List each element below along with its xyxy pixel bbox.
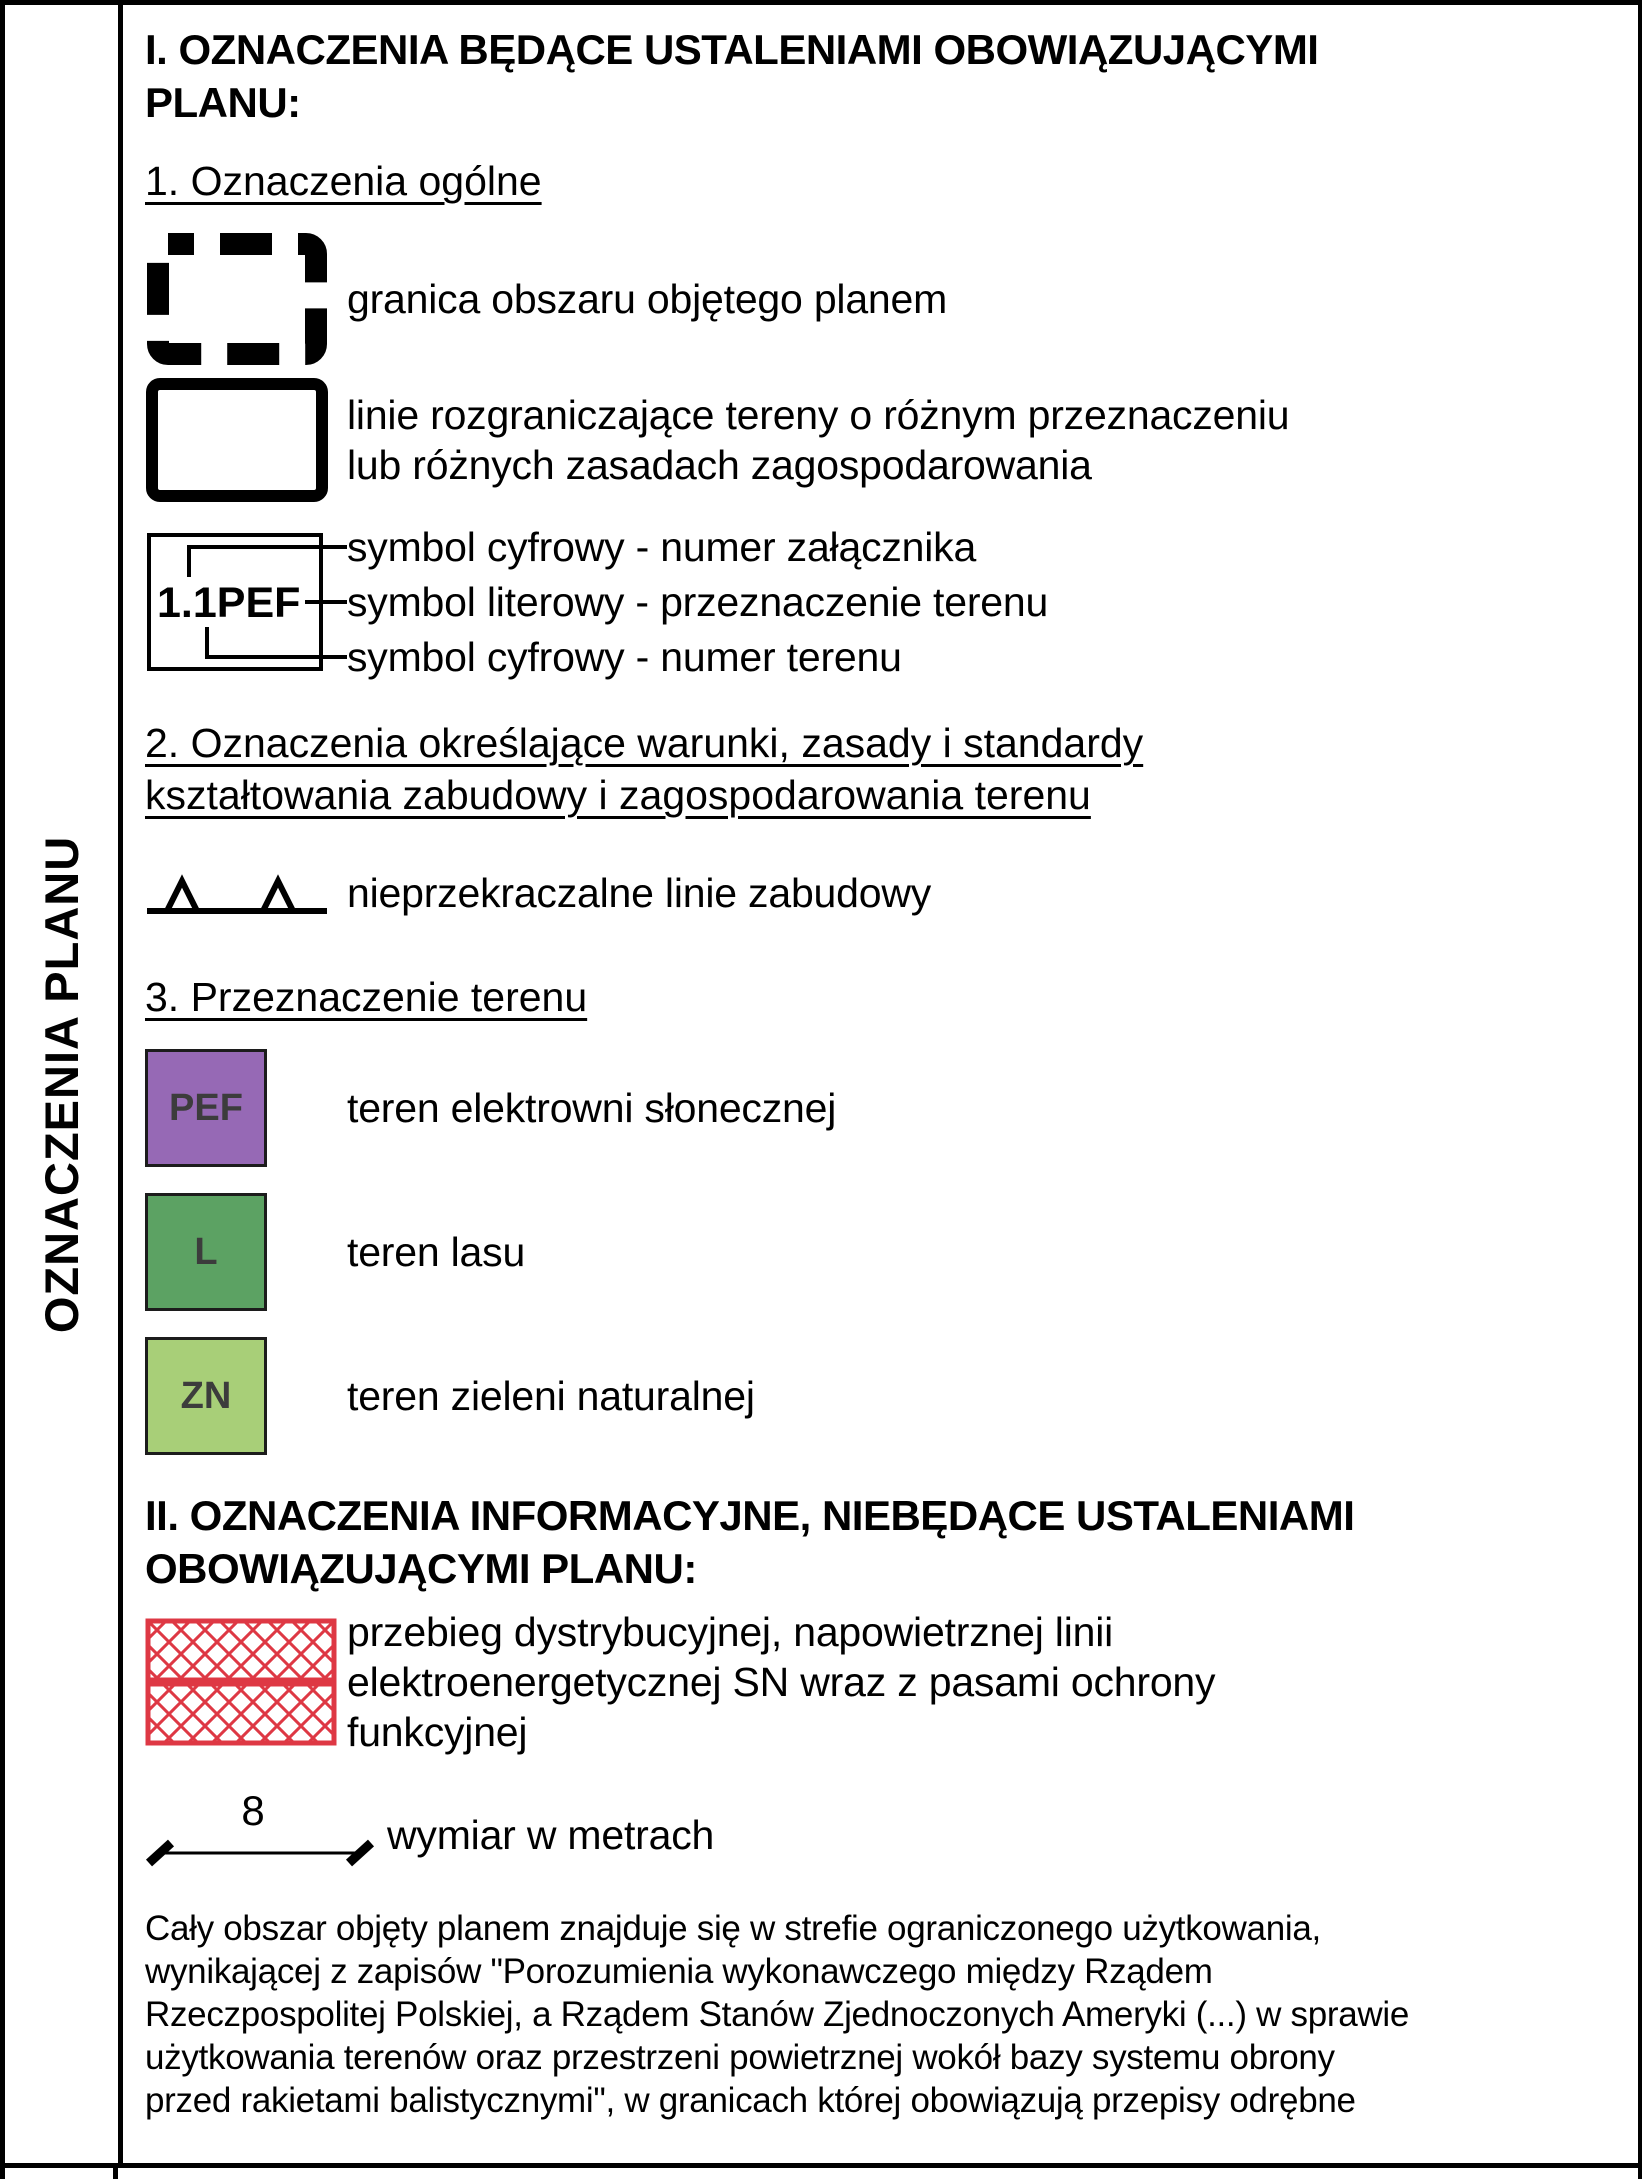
red-crosshatch-icon [145, 1618, 337, 1746]
dividing-lines-symbol [145, 377, 347, 503]
section1-heading [145, 23, 1618, 129]
pef-symbol [145, 1049, 347, 1167]
dimension-symbol [145, 1791, 387, 1879]
section2-heading-line2: OBOWIĄZUJĄCYMI PLANU: [145, 1545, 697, 1592]
sidebar-title: OZNACZENIA PLANU [35, 835, 89, 1333]
las-label: teren lasu [347, 1229, 526, 1275]
solid-boundary-icon [145, 377, 329, 503]
zn-symbol [145, 1337, 347, 1455]
las-code: L [194, 1230, 218, 1273]
code-callout-symbol [145, 517, 347, 687]
legend-row-code-callout [145, 517, 1618, 687]
section2-heading [145, 1489, 1618, 1595]
building-line-icon [145, 861, 347, 925]
subsection3-heading: 3. Przeznaczenie terenu [145, 974, 588, 1020]
dimension-value: 8 [241, 1791, 265, 1834]
callout-area-number: symbol cyfrowy - numer terenu [347, 633, 902, 680]
subsection1-heading: 1. Oznaczenia ogólne [145, 158, 542, 204]
legend-sidebar [5, 5, 123, 2163]
callout-land-purpose: symbol literowy - przeznaczenie terenu [347, 578, 1049, 625]
restricted-use-note: Cały obszar objęty planem znajduje się w strefie ograniczonego użytkowania, wynikającej z zapisów "Porozumienia wykonawczego między Rządem Rzeczpospolitej Polskiej, a Rządem Stanów Zjednoczonych Ameryki (...) w sprawie użytkowania terenów oraz przestrzeni powietrznej wokół bazy systemu obrony przed rakietami balistycznymi", w granicach której obowiązują przepisy odrębne [145, 1909, 1410, 2120]
legend-content [123, 5, 1638, 2163]
pef-swatch [145, 1049, 267, 1167]
zn-swatch [145, 1337, 267, 1455]
legend-row-las [145, 1193, 1618, 1311]
code-symbol-text: 1.1PEF [157, 579, 301, 627]
zn-label: teren zieleni naturalnej [347, 1373, 755, 1419]
building-line-symbol [145, 861, 347, 925]
right-border-sliver [1638, 2168, 1642, 2179]
dimension-line-icon [145, 1791, 383, 1879]
dimension-label: wymiar w metrach [387, 1812, 715, 1858]
legend-row-plan-boundary [145, 231, 1618, 367]
subsection2-heading: 2. Oznaczenia określające warunki, zasady i standardy kształtowania zabudowy i zagospodarowania terenu [145, 720, 1144, 818]
plan-boundary-label: granica obszaru objętego planem [347, 276, 948, 322]
plan-boundary-symbol [145, 231, 347, 367]
section1-heading-line1: I. OZNACZENIA BĘDĄCE USTALENIAMI OBOWIĄZUJĄCYMI [145, 26, 1319, 73]
section2-heading-line1: II. OZNACZENIA INFORMACYJNE, NIEBĘDĄCE USTALENIAMI [145, 1492, 1355, 1539]
callout-annex-number: symbol cyfrowy - numer załącznika [347, 523, 977, 570]
legend-row-zn [145, 1337, 1618, 1455]
left-border-sliver [0, 2168, 5, 2179]
code-callout-labels [347, 520, 1048, 685]
legend-row-pef [145, 1049, 1618, 1167]
powerline-label: przebieg dystrybucyjnej, napowietrznej linii elektroenergetycznej SN wraz z pasami ochrony funkcyjnej [347, 1609, 1216, 1755]
las-symbol [145, 1193, 347, 1311]
zn-code: ZN [180, 1374, 232, 1417]
legend-row-dividing-lines [145, 377, 1618, 503]
section1-heading-line2: PLANU: [145, 79, 301, 126]
powerline-symbol [145, 1618, 347, 1746]
legend-row-building-line [145, 861, 1618, 925]
pef-code: PEF [169, 1086, 243, 1129]
code-box-icon [145, 517, 347, 687]
las-swatch [145, 1193, 267, 1311]
pef-label: teren elektrowni słonecznej [347, 1085, 837, 1131]
dashed-boundary-icon [145, 231, 329, 367]
legend-row-dimension [145, 1791, 1618, 1879]
column-divider-sliver [113, 2168, 118, 2179]
dividing-lines-label: linie rozgraniczające tereny o różnym przeznaczeniu lub różnych zasadach zagospodarowania [347, 392, 1290, 488]
building-line-label: nieprzekraczalne linie zabudowy [347, 870, 932, 916]
legend-row-powerline [145, 1607, 1618, 1757]
